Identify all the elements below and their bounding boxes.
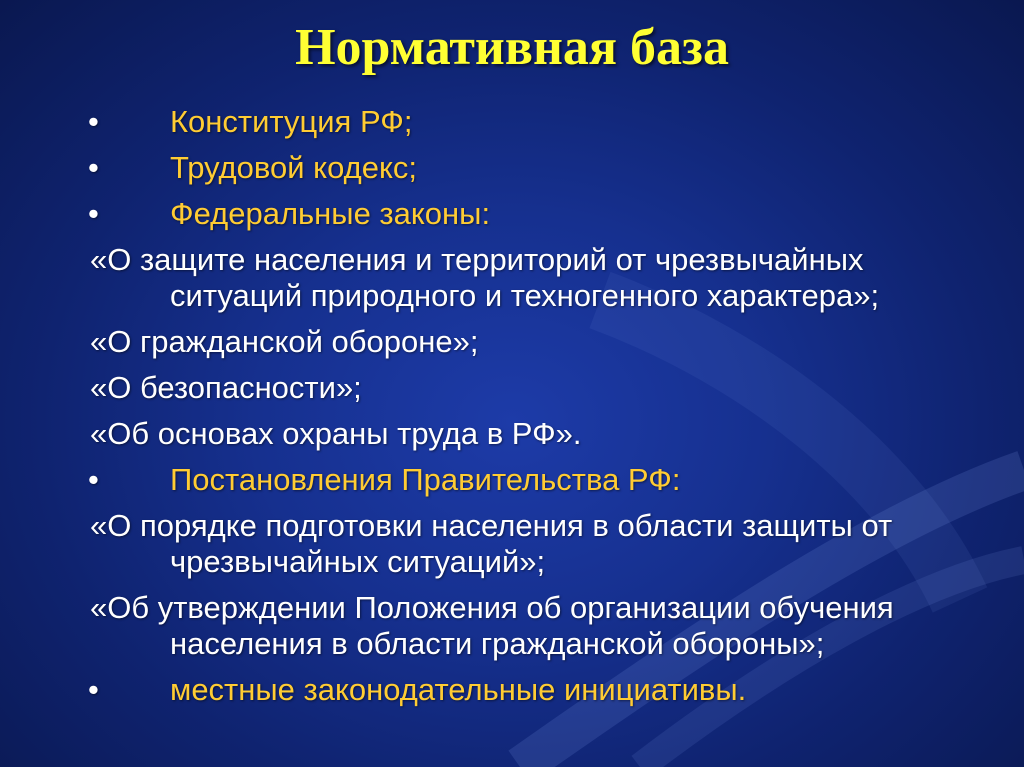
list-item-resolution (0, 508, 1024, 580)
bullet-marker: • (88, 104, 99, 139)
law-text-line1: «О гражданской обороне»; (90, 324, 479, 359)
law-text-line1: «О защите населения и территорий от чрезвычайных (90, 242, 864, 277)
law-text-line1: «Об основах охраны труда в РФ». (90, 416, 582, 451)
list-item-law (0, 242, 1024, 314)
bullet-marker: • (88, 672, 99, 707)
list-item-bullet (0, 462, 1024, 498)
slide-title: Нормативная база (295, 19, 729, 76)
list-item-law (0, 370, 1024, 406)
list-item-resolution (0, 590, 1024, 662)
list-item-bullet (0, 672, 1024, 708)
resolution-text-line1: «О порядке подготовки населения в области защиты от (90, 508, 893, 543)
list-item-text: Конституция РФ; (170, 104, 413, 139)
law-text-line1: «О безопасности»; (90, 370, 362, 405)
bullet-marker: • (88, 196, 99, 231)
list-item-bullet (0, 104, 1024, 140)
bullet-marker: • (88, 150, 99, 185)
list-item-law (0, 416, 1024, 452)
list-item-text: Трудовой кодекс; (170, 150, 418, 185)
resolution-text-line2: населения в области гражданской обороны»; (170, 626, 825, 661)
law-text-line2: ситуаций природного и техногенного характера»; (170, 278, 880, 313)
list-item-law (0, 324, 1024, 360)
list-item-text: Федеральные законы: (170, 196, 491, 231)
list-item-text: Постановления Правительства РФ: (170, 462, 681, 497)
resolution-text-line1: «Об утверждении Положения об организации обучения (90, 590, 894, 625)
resolution-text-line2: чрезвычайных ситуаций»; (170, 544, 546, 579)
bullet-marker: • (88, 462, 99, 497)
slide-content (0, 104, 1024, 718)
list-item-bullet (0, 150, 1024, 186)
list-item-bullet (0, 196, 1024, 232)
list-item-text: местные законодательные инициативы. (170, 672, 747, 707)
